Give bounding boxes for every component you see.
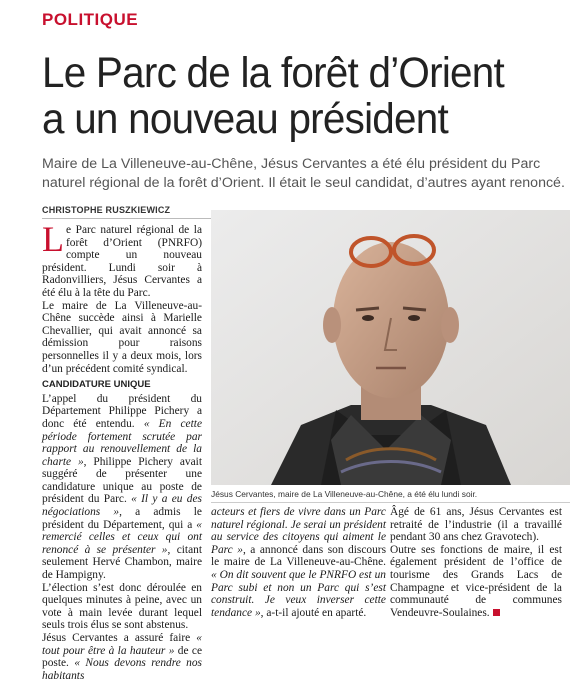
quote: « On dit souvent que le PNRFO est un Parc subi et non un Parc qui s’est construit. Je veux inverser cette tendance » xyxy=(211,568,386,619)
article-column-3 xyxy=(390,506,562,619)
section-label: POLITIQUE xyxy=(42,10,139,29)
end-mark-icon xyxy=(493,609,500,616)
quote: « remercié celles et ceux qui ont renoncé à se présenter » xyxy=(42,518,202,556)
text: , Philippe Pichery avait suggéré de présenter une candidature unique au poste de président du Parc. xyxy=(42,455,202,506)
text: , a annoncé dans son discours le maire de La Villeneuve-au-Chêne. xyxy=(211,543,387,569)
portrait-illustration xyxy=(211,210,570,485)
text: de ce poste. xyxy=(42,644,202,670)
quote: « tout pour être à la hauteur » xyxy=(42,632,202,657)
quote: « Il y a eu des négociations » xyxy=(42,493,202,519)
article-column-1 xyxy=(42,219,202,682)
drop-cap: L xyxy=(42,219,64,259)
text: Outre ses fonctions de maire, il est également président de l’office de tourisme des Grands Lacs de Champagne et vice-président de la communauté de communes Vendeuvre-Soulaines. xyxy=(390,543,562,619)
paragraph-roles xyxy=(390,544,562,620)
paragraph-3 xyxy=(42,393,202,582)
quote: acteurs et fiers de vivre dans un Parc naturel régional. Je serai un président au service des citoyens qui aiment le Parc » xyxy=(211,506,386,556)
lede: Maire de La Villeneuve-au-Chêne, Jésus Cervantes a été élu président du Parc naturel régional de la forêt d’Orient. Il était le seul candidat, d’autres ayant renoncé. xyxy=(42,156,565,191)
subheading: CANDIDATURE UNIQUE xyxy=(42,379,151,391)
photo-caption: Jésus Cervantes, maire de La Villeneuve-au-Chêne, a été élu lundi soir. xyxy=(211,489,478,499)
portrait-photo xyxy=(211,210,570,485)
paragraph-bio: Âgé de 61 ans, Jésus Cervantes est retraité de l’industrie (il a travaillé pendant 30 ans chez Gravotech). xyxy=(390,506,562,544)
paragraph-5 xyxy=(42,632,202,682)
headline: Le Parc de la forêt d’Orient a un nouveau président xyxy=(42,49,504,143)
quote: « Nous devons rendre nos habitants xyxy=(42,657,202,682)
text: , citant seulement Hervé Chambon, maire de Hampigny. xyxy=(42,543,202,582)
text: , a admis le président du Département, qui a xyxy=(42,506,202,531)
quote: « En cette période fortement scrutée par rapport au renouvellement de la charte » xyxy=(42,417,202,468)
paragraph-2: Le maire de La Villeneuve-au-Chêne succède ainsi à Marielle Chevallier, qui avait annoncé sa démission pour raisons personnelles il y a deux mois, lors d’un précédent comité syndical. xyxy=(42,299,202,375)
paragraph-1-text: e Parc naturel régional de la forêt d’Orient (PNRFO) compte un nouveau président. Lundi soir à Radonvilliers, Jésus Cervantes a été élu à la tête du Parc. xyxy=(42,224,202,299)
text: , a-t-il ajouté en aparté. xyxy=(260,606,367,619)
text: Jésus Cervantes a assuré faire xyxy=(42,632,197,644)
byline: CHRISTOPHE RUSZKIEWICZ xyxy=(42,205,171,215)
paragraph-intro xyxy=(42,219,202,300)
paragraph-4: L’élection s’est donc déroulée en quelques minutes à peine, avec un vote à main levée durant lequel seuls trois élus se sont abstenus. xyxy=(42,581,202,632)
caption-divider xyxy=(211,502,570,503)
article-column-2 xyxy=(211,506,386,619)
text: L’appel du président du Département Philippe Pichery a donc été entendu. xyxy=(42,392,202,430)
